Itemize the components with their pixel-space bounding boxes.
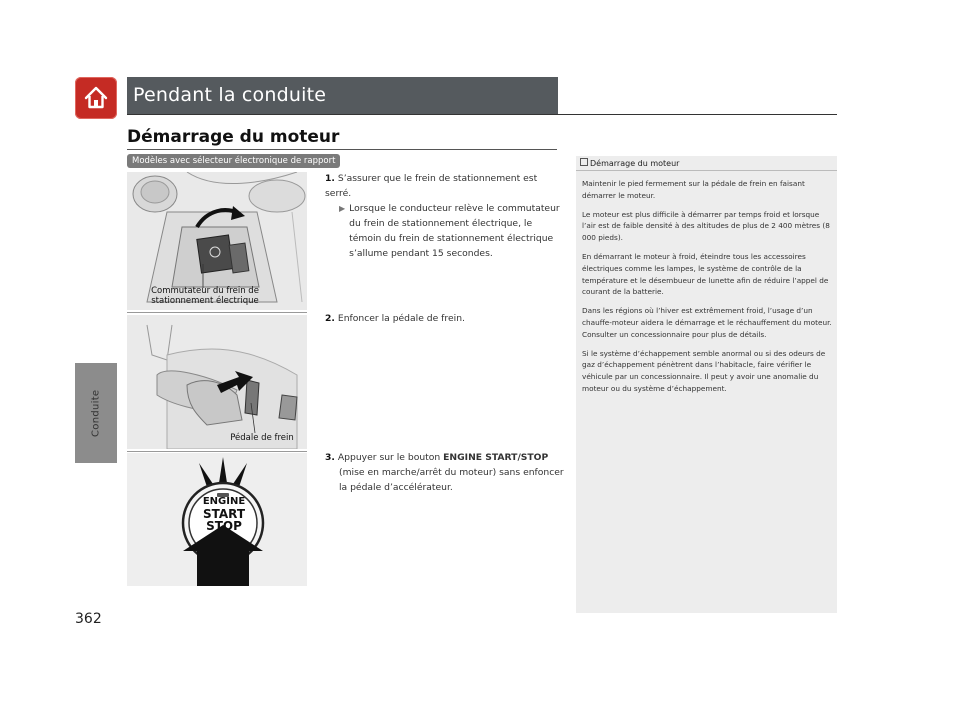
step-1-sub-line-4: s’allume pendant 15 secondes. <box>349 248 493 259</box>
brake-pedal-illustration <box>127 315 307 449</box>
step-1-sub-line-3: témoin du frein de stationnement électrique <box>349 233 554 244</box>
page-title: Pendant la conduite <box>133 84 327 106</box>
note-paragraph-1: Maintenir le pied fermement sur la pédale de frein en faisant démarrer le moteur. <box>582 179 805 200</box>
step-1-sub-line-2: du frein de stationnement électrique, le <box>349 218 533 229</box>
note-heading-text: Démarrage du moteur <box>590 159 680 168</box>
note-paragraph-2: Le moteur est plus difficile à démarrer par temps froid et lorsque l’air est de faible densité à des altitudes de plus de 2 400 mètres (8 000 pieds). <box>582 209 830 243</box>
fig1-callout-line2: stationnement électrique <box>151 296 259 306</box>
step-3-line-2: (mise en marche/arrêt du moteur) sans enfoncer <box>339 467 564 478</box>
step-2-number: 2. <box>325 313 335 324</box>
section-tab-label: Conduite <box>90 389 102 437</box>
note-icon <box>580 158 588 166</box>
step-3 <box>325 450 565 495</box>
note-heading-divider <box>576 170 837 171</box>
note-heading <box>580 158 679 168</box>
result-arrow-icon: ▶ <box>339 204 346 213</box>
figure-divider <box>127 312 307 313</box>
figure-divider <box>127 451 307 452</box>
note-paragraph-4: Dans les régions où l’hiver est extrêmement froid, l’usage d’un chauffe-moteur aidera le démarrage et le réchauffement du moteur. Consulter un concessionnaire pour plus de détails. <box>582 306 832 339</box>
step-3-number: 3. <box>325 452 335 463</box>
step-1-sub-line-1: Lorsque le conducteur relève le commutateur <box>349 203 560 214</box>
section-divider <box>127 149 557 150</box>
step-1 <box>325 171 565 261</box>
page-number: 362 <box>75 611 102 627</box>
fig1-callout-line1: Commutateur du frein de <box>151 286 259 296</box>
home-button[interactable] <box>75 77 117 119</box>
header-divider <box>127 114 837 115</box>
start-label: START <box>202 507 246 521</box>
step-2-text: Enfoncer la pédale de frein. <box>337 313 465 324</box>
step-1-text: S’assurer que le frein de stationnement est serré. <box>325 173 538 199</box>
figure-brake-pedal <box>127 315 307 449</box>
note-paragraph-3: En démarrant le moteur à froid, éteindre tous les accessoires électriques comme les lampes, le système de contrôle de la température et le désembueur de lunette afin de réduire l’appel de courant de la batterie. <box>582 251 829 297</box>
step-3-text: Appuyer sur le bouton <box>337 452 444 463</box>
model-badge: Modèles avec sélecteur électronique de rapport <box>127 154 340 168</box>
note-body <box>582 178 832 402</box>
step-1-number: 1. <box>325 173 335 184</box>
note-paragraph-5: Si le système d’échappement semble anormal ou si des odeurs de gaz d’échappement pénètrent dans l’habitacle, faire vérifier le véhicule par un concessionnaire. Il peut y avoir une anomalie du moteur ou du système d’échappement. <box>582 348 826 393</box>
fig1-callout <box>145 286 265 306</box>
engine-label: ENGINE <box>202 496 246 507</box>
fig2-callout: Pédale de frein <box>230 433 294 443</box>
step-2 <box>325 311 565 326</box>
step-3-button-name: ENGINE START/STOP <box>443 452 549 463</box>
stop-label: STOP <box>206 519 242 533</box>
step-3-line-3: la pédale d’accélérateur. <box>339 482 453 493</box>
home-icon <box>82 84 110 112</box>
section-title: Démarrage du moteur <box>127 127 340 147</box>
engine-start-stop-label <box>190 496 258 532</box>
